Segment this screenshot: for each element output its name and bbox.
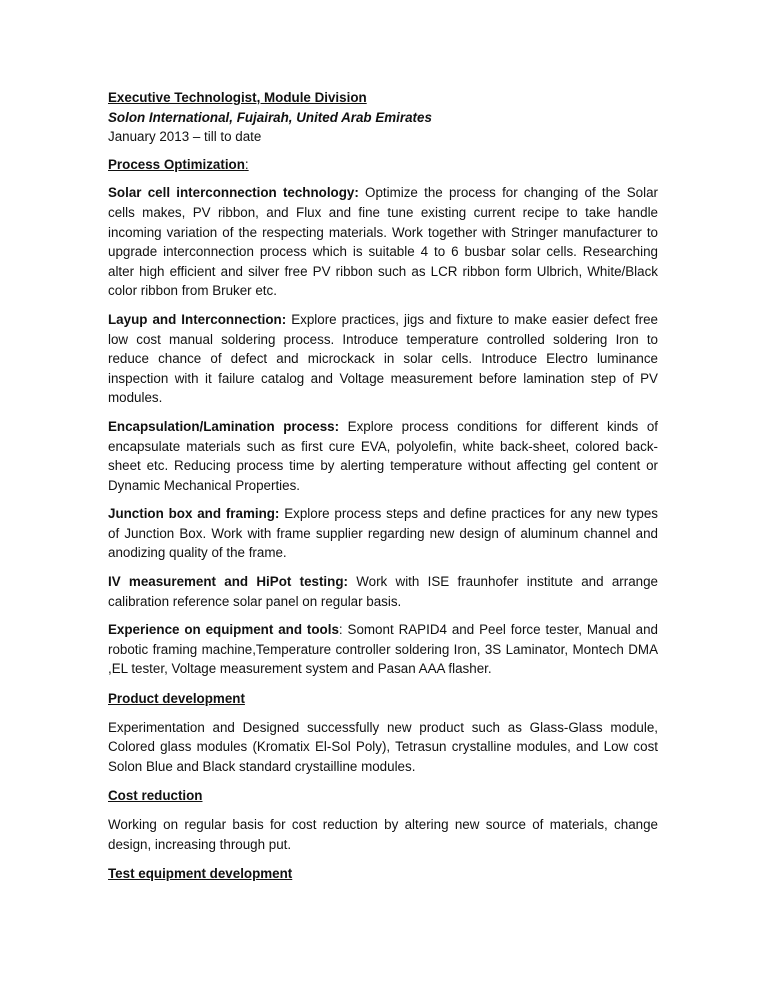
paragraph-lead: Experience on equipment and tools <box>108 622 339 638</box>
paragraph-text: Explore process conditions for different kinds of encapsulate materials such as first cure EVA, polyolefin, white back-sheet, colored back-sheet etc. Reducing process time by alerting temperature without affecting gel content or Dynamic Mechanical Properties. <box>108 418 659 493</box>
job-company: Solon International, Fujairah, United Arab Emirates <box>108 109 432 125</box>
paragraph-text: Work with ISE fraunhofer institute and arrange calibration reference solar panel on regular basis. <box>108 574 659 609</box>
paragraph-lead: Solar cell interconnection technology: <box>108 185 359 201</box>
paragraph-text: Explore practices, jigs and fixture to make easier defect free low cost manual soldering process. Introduce temperature controlled soldering Iron to reduce chance of defect and microckack in solar cells. Introduce Electro luminance inspection with it failure catalog and Voltage measurement before lamination step of PV modules. <box>108 311 659 406</box>
encapsulation-lamination-paragraph <box>108 417 658 495</box>
paragraph-lead: Encapsulation/Lamination process: <box>108 418 340 434</box>
layup-interconnection-paragraph <box>108 310 658 408</box>
product-development-paragraph: Experimentation and Designed successfully new product such as Glass-Glass module, Colored glass modules (Kromatix El-Sol Poly), Tetrasun crystalline modules, and Low cost Solon Blue and Black standard crystailline modules. <box>108 719 658 774</box>
paragraph-text: Optimize the process for changing of the Solar cells makes, PV ribbon, and Flux and fine tune existing current recipe to take handle incoming variation of the respecting materials. Work together with Stringer manufacturer to upgrade interconnection process which is suitable 4 to 6 busbar solar cells. Researching alter high efficient and silver free PV ribbon such as LCR ribbon form Ulbrich, White/Black color ribbon from Bruker etc. <box>108 185 658 299</box>
cost-reduction-paragraph: Working on regular basis for cost reduction by altering new source of materials, change design, increasing through put. <box>108 817 658 852</box>
paragraph-lead: IV measurement and HiPot testing: <box>108 574 348 590</box>
job-dates: January 2013 – till to date <box>108 129 262 145</box>
heading-colon: : <box>244 156 249 172</box>
paragraph-text: Explore process steps and define practices for any new types of Junction Box. Work with frame supplier regarding new design of aluminum channel and anodizing quality of the frame. <box>108 506 658 561</box>
product-development-heading: Product development <box>108 691 245 707</box>
job-title: Executive Technologist, Module Division <box>108 90 367 105</box>
paragraph-lead: Junction box and framing: <box>108 506 280 522</box>
cost-reduction-heading: Cost reduction <box>108 788 203 804</box>
equipment-tools-paragraph <box>108 620 658 679</box>
process-optimization-heading-text: Process Optimization <box>108 156 245 172</box>
junction-box-framing-paragraph <box>108 504 658 563</box>
solar-cell-interconnection-paragraph <box>108 183 658 301</box>
paragraph-lead: Layup and Interconnection: <box>108 311 287 327</box>
job-header <box>108 88 658 147</box>
paragraph-text: : Somont RAPID4 and Peel force tester, Manual and robotic framing machine,Temperature controller soldering Iron, 3S Laminator, Montech DMA ,EL tester, Voltage measurement system and Pasan AAA flasher. <box>108 622 658 677</box>
resume-page <box>108 88 658 884</box>
process-optimization-heading <box>108 155 658 175</box>
iv-hipot-testing-paragraph <box>108 572 658 611</box>
test-equipment-development-heading: Test equipment development <box>108 866 293 882</box>
